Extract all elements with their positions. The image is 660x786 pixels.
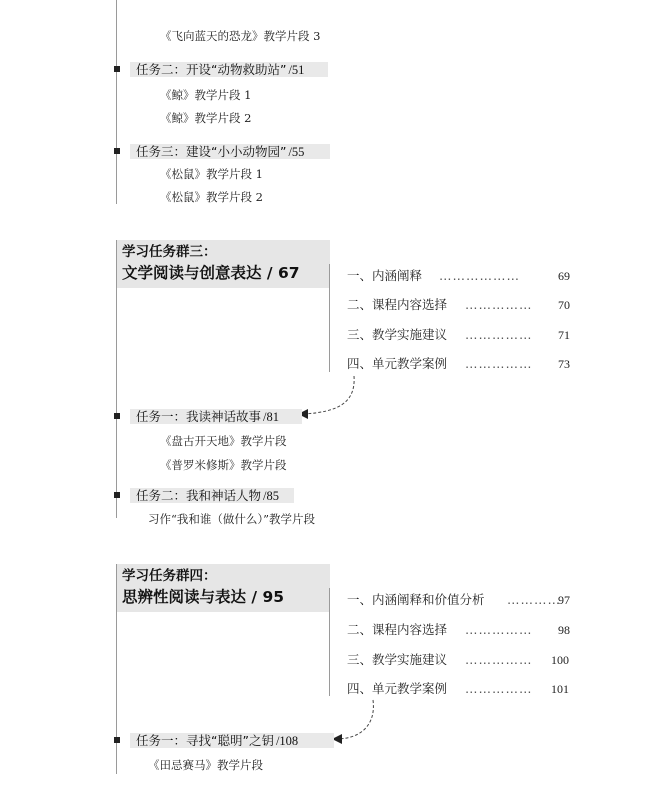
section-page: 70: [558, 298, 570, 312]
section-dots: ……………: [465, 622, 533, 637]
segment-item[interactable]: 习作“我和谁（做什么）”教学片段: [148, 512, 316, 526]
section-label: 二、课程内容选择: [347, 297, 448, 312]
section-page: 97: [558, 593, 570, 607]
section-page: 98: [558, 623, 570, 637]
task-3-a[interactable]: [136, 144, 304, 160]
connector-arrow-g4: [328, 698, 388, 748]
section-dots: ……………: [465, 327, 533, 342]
segment-item[interactable]: 《松鼠》教学片段 1: [160, 167, 263, 181]
group-4-label: 学习任务群四：: [122, 568, 217, 584]
task-title: 任务三：建设“小小动物园”: [136, 144, 287, 159]
task-title: 任务一：我读神话故事: [136, 409, 262, 424]
section-label: 三、教学实施建议: [347, 652, 448, 667]
section-label: 一、内涵阐释和价值分析: [347, 592, 485, 607]
section-dots: ……………: [465, 681, 533, 696]
task-title: 任务一：寻找“聪明”之钥: [136, 733, 274, 748]
task-bullet: [114, 66, 120, 72]
task-page: /108: [275, 734, 299, 748]
segment-item[interactable]: 《飞向蓝天的恐龙》教学片段 3: [160, 29, 321, 43]
task-1-g4[interactable]: [136, 733, 298, 749]
section-dots: …………: [507, 592, 561, 607]
section-bracket-g4: [329, 588, 330, 696]
section-bracket-g3: [329, 264, 330, 372]
task-title: 任务二：我和神话人物: [136, 488, 262, 503]
task-2-g3[interactable]: [136, 488, 279, 504]
task-2-a[interactable]: [136, 62, 304, 78]
task-1-g3[interactable]: [136, 409, 279, 425]
task-page: /55: [288, 145, 305, 159]
group-4-title[interactable]: 思辨性阅读与表达 / 95: [122, 588, 285, 606]
segment-item[interactable]: 《鲸》教学片段 1: [160, 88, 252, 102]
timeline-line-a: [116, 0, 117, 204]
section-page: 100: [551, 653, 569, 667]
section-label: 三、教学实施建议: [347, 327, 448, 342]
segment-item[interactable]: 《松鼠》教学片段 2: [160, 190, 263, 204]
group-3-label: 学习任务群三：: [122, 244, 217, 260]
task-bullet: [114, 413, 120, 419]
segment-item[interactable]: 《普罗米修斯》教学片段: [160, 458, 287, 472]
task-page: /51: [288, 63, 305, 77]
section-dots: ……………: [465, 297, 533, 312]
segment-item[interactable]: 《盘古开天地》教学片段: [160, 434, 287, 448]
task-bullet: [114, 492, 120, 498]
segment-item[interactable]: 《田忌赛马》教学片段: [148, 758, 263, 772]
task-title: 任务二：开设“动物救助站”: [136, 62, 287, 77]
task-bullet: [114, 737, 120, 743]
section-label: 四、单元教学案例: [347, 681, 448, 696]
section-label: 四、单元教学案例: [347, 356, 448, 371]
task-page: /85: [263, 489, 279, 503]
section-page: 71: [558, 328, 570, 342]
section-dots: ………………: [439, 268, 520, 283]
section-label: 二、课程内容选择: [347, 622, 448, 637]
task-bullet: [114, 148, 120, 154]
section-dots: ……………: [465, 356, 533, 371]
section-label: 一、内涵阐释: [347, 268, 423, 283]
section-dots: ……………: [465, 652, 533, 667]
segment-item[interactable]: 《鲸》教学片段 2: [160, 111, 252, 125]
task-page: /81: [263, 410, 279, 424]
section-page: 101: [551, 682, 569, 696]
section-page: 69: [558, 269, 570, 283]
connector-arrow-g3: [296, 374, 376, 434]
timeline-line-g3: [116, 240, 117, 518]
group-3-title[interactable]: 文学阅读与创意表达 / 67: [122, 264, 300, 282]
section-page: 73: [558, 357, 570, 371]
